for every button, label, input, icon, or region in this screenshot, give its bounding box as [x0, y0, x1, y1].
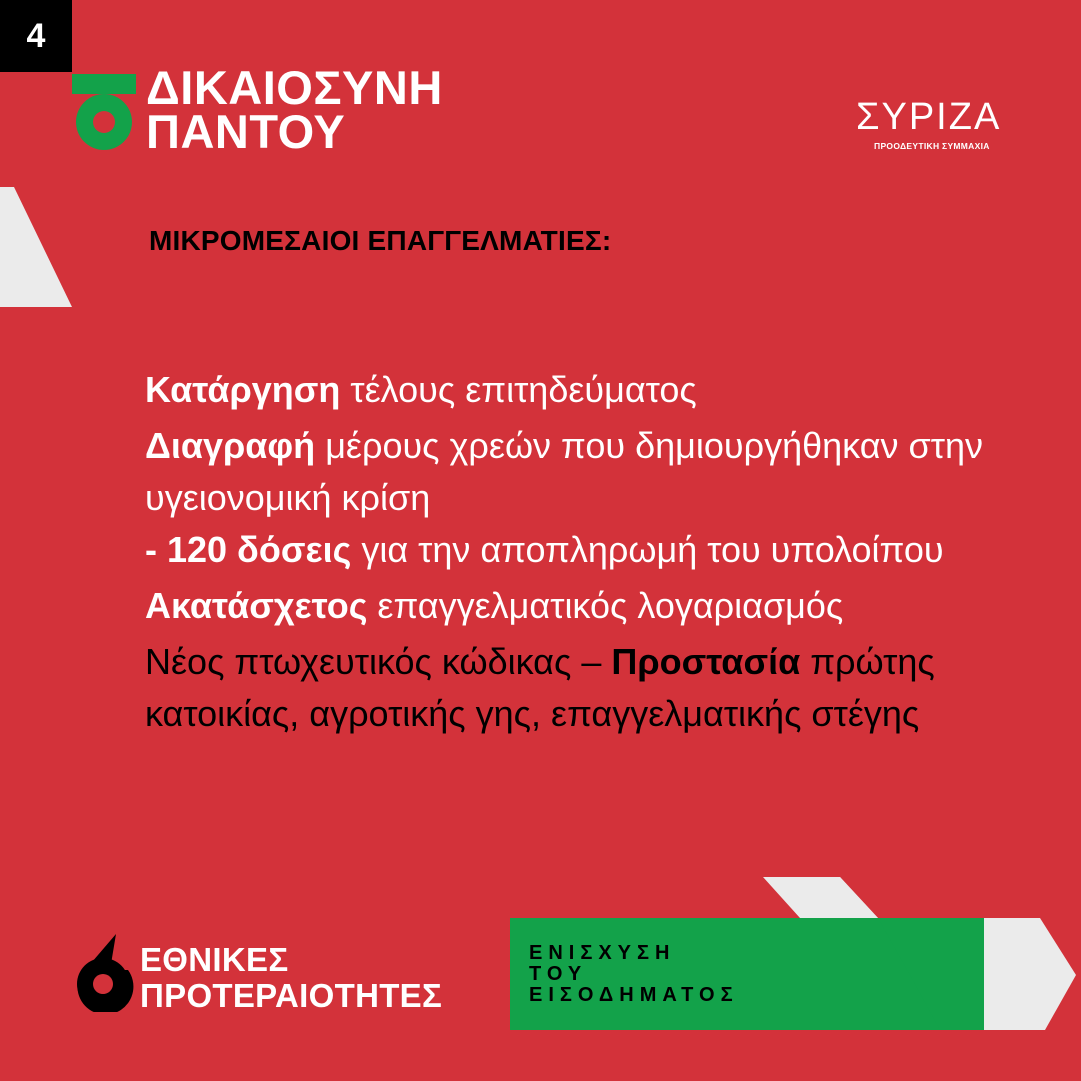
item-text: τέλους επιτηδεύματος: [340, 369, 697, 410]
item-bold: Κατάργηση: [145, 369, 341, 410]
item-text: μέρους χρεών που δημιουργήθηκαν στην υγειονομική κρίση: [145, 425, 983, 518]
party-logo-subtitle: ΠΡΟΟΔΕΥΤΙΚΗ ΣΥΜΜΑΧΙΑ: [874, 141, 990, 151]
green-banner-line1: ΕΝΙΣΧΥΣΗ: [529, 942, 676, 964]
item-text-2: για την αποπληρωμή του υπολοίπου: [351, 529, 944, 570]
section-heading: ΜΙΚΡΟΜΕΣΑΙΟΙ ΕΠΑΓΓΕΛΜΑΤΙΕΣ:: [149, 225, 612, 256]
priorities-title-line1: ΕΘΝΙΚΕΣ: [140, 941, 289, 978]
priorities-title: [140, 942, 442, 1014]
campaign-title-line2: ΠΑΝΤΟΥ: [146, 105, 346, 158]
green-banner-text: [529, 943, 739, 1006]
item-bold: Ακατάσχετος: [145, 585, 368, 626]
campaign-title-line1: ΔΙΚΑΙΟΣΥΝΗ: [146, 61, 443, 114]
item-text: επαγγελματικός λογαριασμός: [367, 585, 844, 626]
item-bold: Προστασία: [611, 641, 801, 682]
item-bold: Διαγραφή: [145, 425, 316, 466]
six-icon: [70, 932, 136, 1012]
page-number-badge: 4: [0, 0, 72, 72]
green-banner-line3: ΕΙΣΟΔΗΜΑΤΟΣ: [529, 984, 739, 1006]
item-text: πρώτης κατοικίας, αγροτικής γης, επαγγελματικής στέγης: [145, 641, 935, 734]
party-logo-name: ΣΥΡΙΖΑ: [856, 96, 1002, 138]
priorities-title-line2: ΠΡΟΤΕΡΑΙΟΤΗΤΕΣ: [140, 977, 443, 1014]
green-banner-line2: ΤΟΥ: [529, 963, 588, 985]
item-prefix: Νέος πτωχευτικός κώδικας –: [145, 641, 612, 682]
item-bold-2: - 120 δόσεις: [145, 529, 352, 570]
